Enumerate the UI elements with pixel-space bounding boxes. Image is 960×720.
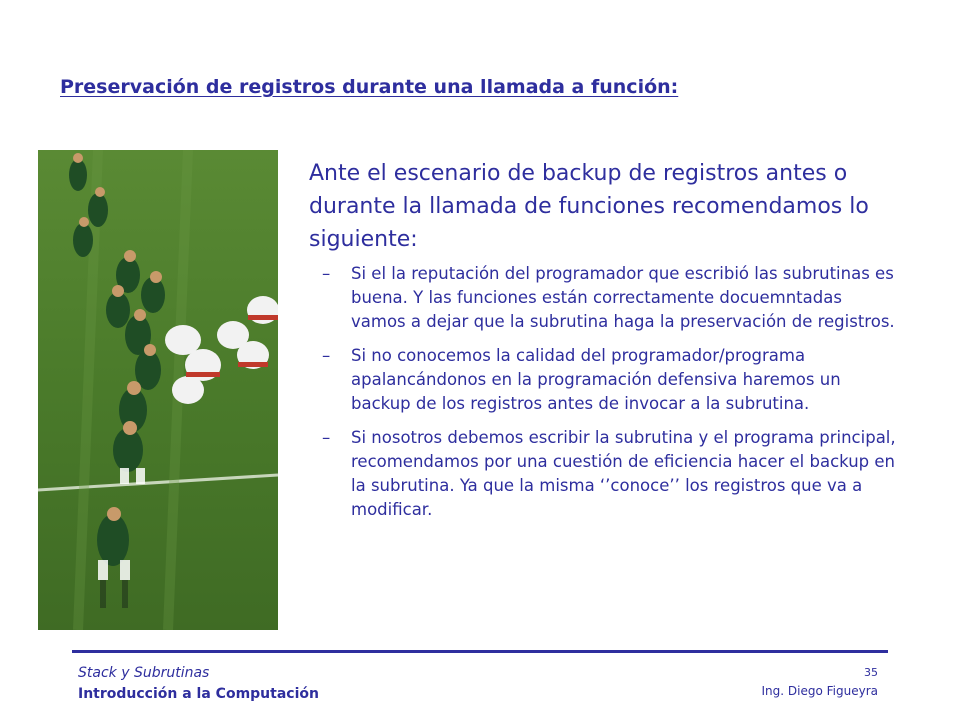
footer-author: Ing. Diego Figueyra <box>761 684 878 698</box>
bullet-list <box>309 262 909 522</box>
bullet-text: Si nosotros debemos escribir la subrutina y el programa principal, recomendamos por una cuestión de eficiencia hacer el backup en la subrutina. Ya que la misma ‘’conoce’’ los registros que va a modificar. <box>351 428 896 519</box>
slide-title: Preservación de registros durante una llamada a función: <box>60 76 679 98</box>
dash-marker: – <box>322 264 331 283</box>
dash-marker: – <box>322 346 331 365</box>
bullet-item <box>309 426 901 522</box>
footer-divider <box>72 650 888 653</box>
bullet-text: Si no conocemos la calidad del programador/programa apalancándonos en la programación defensiva haremos un backup de los registros antes de invocar a la subrutina. <box>351 346 841 413</box>
rugby-scrum-photo <box>38 150 278 630</box>
bullet-item <box>309 344 901 416</box>
page-number: 35 <box>864 666 878 679</box>
bullet-text: Si el la reputación del programador que escribió las subrutinas es buena. Y las funciones están correctamente docuemntadas vamos a dejar que la subrutina haga la preservación de registros. <box>351 264 895 331</box>
footer-course-name: Introducción a la Computación <box>78 686 319 702</box>
footer-course-topic: Stack y Subrutinas <box>78 665 210 681</box>
bullet-item <box>309 262 901 334</box>
intro-paragraph: Ante el escenario de backup de registros antes o durante la llamada de funciones recomendamos lo siguiente: <box>309 161 869 252</box>
dash-marker: – <box>322 428 331 447</box>
slide-content <box>309 157 909 532</box>
